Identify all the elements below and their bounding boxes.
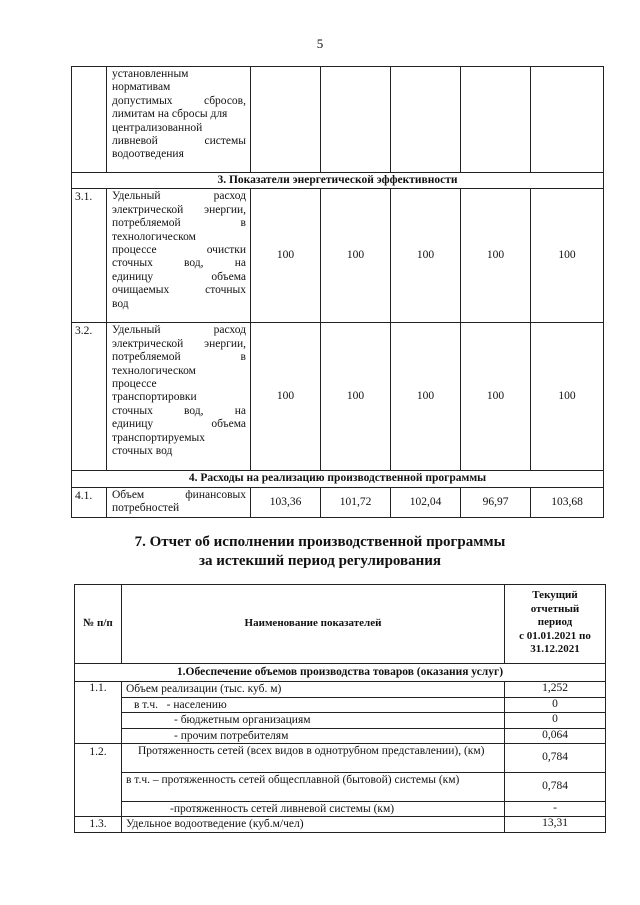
value-cell: 100	[531, 323, 604, 471]
value-cell: 100	[461, 189, 531, 323]
value-cell: 103,68	[531, 487, 604, 517]
desc-line: технологическом	[112, 364, 196, 377]
section-title: 1.Обеспечение объемов производства товаров (оказания услуг)	[75, 664, 606, 682]
section-heading-line1: 7. Отчет об исполнении производственной программы	[134, 534, 506, 550]
table-row	[75, 817, 606, 832]
row-number: 1.3.	[75, 817, 122, 832]
row-value: 13,31	[505, 817, 606, 832]
row-number: 4.1.	[72, 487, 107, 517]
value-cell: 103,36	[251, 487, 321, 517]
desc-line: нормативам	[112, 81, 171, 94]
table-row	[75, 713, 606, 728]
value-cell: 102,04	[391, 487, 461, 517]
desc-line: единицу объема	[112, 418, 246, 431]
table-row	[75, 802, 606, 817]
value-cell: 100	[461, 323, 531, 471]
row-value: 0,784	[505, 773, 606, 802]
row-number: 3.1.	[72, 189, 107, 323]
row-value: 0,064	[505, 728, 606, 743]
value-cell: 100	[251, 323, 321, 471]
row-name: Объем реализации (тыс. куб. м)	[122, 682, 505, 697]
row-description	[107, 487, 251, 517]
desc-line: вод	[112, 297, 129, 310]
desc-line: ливневой системы	[112, 135, 246, 148]
value-cell: 100	[531, 189, 604, 323]
row-number: 3.2.	[72, 323, 107, 471]
row-name: Протяженность сетей (всех видов в однотрубном представлении), (км)	[122, 744, 505, 773]
table-row	[72, 189, 604, 323]
desc-line: процессе	[112, 378, 157, 391]
desc-line: транспортируемых	[112, 431, 206, 444]
row-name: в т.ч. - населению	[122, 697, 505, 712]
row-number: 1.1.	[75, 682, 122, 744]
table-row	[75, 697, 606, 712]
row-value: -	[505, 802, 606, 817]
desc-line: транспортировки	[112, 391, 197, 404]
section-heading-line2: за истекший период регулирования	[198, 553, 442, 569]
value-cell: 100	[321, 189, 391, 323]
row-name: - прочим потребителям	[122, 728, 505, 743]
desc-line: очищаемых сточных	[112, 284, 246, 297]
value-cell: 101,72	[321, 487, 391, 517]
desc-line: лимитам на сбросы для	[112, 108, 228, 121]
header-period-line: период	[537, 616, 573, 628]
section-title: 3. Показатели энергетической эффективности	[72, 173, 604, 189]
value-cell: 100	[321, 323, 391, 471]
table-row	[72, 323, 604, 471]
desc-line: потребляемой в	[112, 351, 246, 364]
row-name: -протяженность сетей ливневой системы (км)	[122, 802, 505, 817]
desc-line: Удельный расход	[112, 324, 246, 337]
desc-line: сточных вод, на	[112, 257, 246, 270]
desc-line: допустимых сбросов,	[112, 94, 246, 107]
header-row	[75, 585, 606, 664]
row-number-cell	[72, 67, 107, 173]
table-row	[75, 744, 606, 773]
row-name: в т.ч. – протяженность сетей общесплавной (бытовой) системы (км)	[122, 773, 505, 802]
value-cell	[531, 67, 604, 173]
desc-line: установленным	[112, 68, 189, 80]
section-row	[75, 664, 606, 682]
value-cell: 96,97	[461, 487, 531, 517]
section-row	[72, 173, 604, 189]
row-name: - бюджетным организациям	[122, 713, 505, 728]
header-period-line: с 01.01.2021 по	[519, 629, 591, 642]
header-period-line: Текущий	[532, 589, 578, 601]
table-row	[72, 487, 604, 517]
desc-line: водоотведения	[112, 148, 184, 161]
desc-line: потребляемой в	[112, 217, 246, 230]
value-cell: 100	[251, 189, 321, 323]
desc-line: Удельный расход	[112, 190, 246, 203]
report-table	[74, 584, 606, 833]
value-cell: 100	[391, 189, 461, 323]
table-row	[75, 728, 606, 743]
row-description	[107, 189, 251, 323]
row-number: 1.2.	[75, 744, 122, 817]
table-row	[75, 682, 606, 697]
row-name: Удельное водоотведение (куб.м/чел)	[122, 817, 505, 832]
indicators-table	[71, 66, 604, 518]
header-period-line: отчетный	[530, 602, 580, 615]
value-cell	[251, 67, 321, 173]
desc-line: технологическом	[112, 230, 196, 243]
value-cell: 100	[391, 323, 461, 471]
row-description	[107, 67, 251, 173]
section-row	[72, 471, 604, 487]
row-value: 0	[505, 713, 606, 728]
desc-line: сточных вод	[112, 445, 173, 458]
value-cell	[321, 67, 391, 173]
row-description	[107, 323, 251, 471]
desc-line: Объем финансовых	[112, 488, 246, 501]
header-period	[505, 585, 606, 664]
page-number: 5	[316, 36, 324, 51]
row-value: 1,252	[505, 682, 606, 697]
table-row	[72, 67, 604, 173]
header-name: Наименование показателей	[122, 585, 505, 664]
header-number: № п/п	[75, 585, 122, 664]
value-cell	[391, 67, 461, 173]
desc-line: электрической энергии,	[112, 337, 246, 350]
header-period-line: 31.12.2021	[530, 643, 580, 655]
section-title: 4. Расходы на реализацию производственной программы	[72, 471, 604, 487]
desc-line: централизованной	[112, 121, 203, 134]
row-value: 0,784	[505, 744, 606, 773]
table-row	[75, 773, 606, 802]
value-cell	[461, 67, 531, 173]
desc-line: потребностей	[112, 502, 180, 515]
row-value: 0	[505, 697, 606, 712]
desc-line: электрической энергии,	[112, 203, 246, 216]
desc-line: единицу объема	[112, 270, 246, 283]
desc-line: сточных вод, на	[112, 404, 246, 417]
desc-line: процессе очистки	[112, 244, 246, 257]
